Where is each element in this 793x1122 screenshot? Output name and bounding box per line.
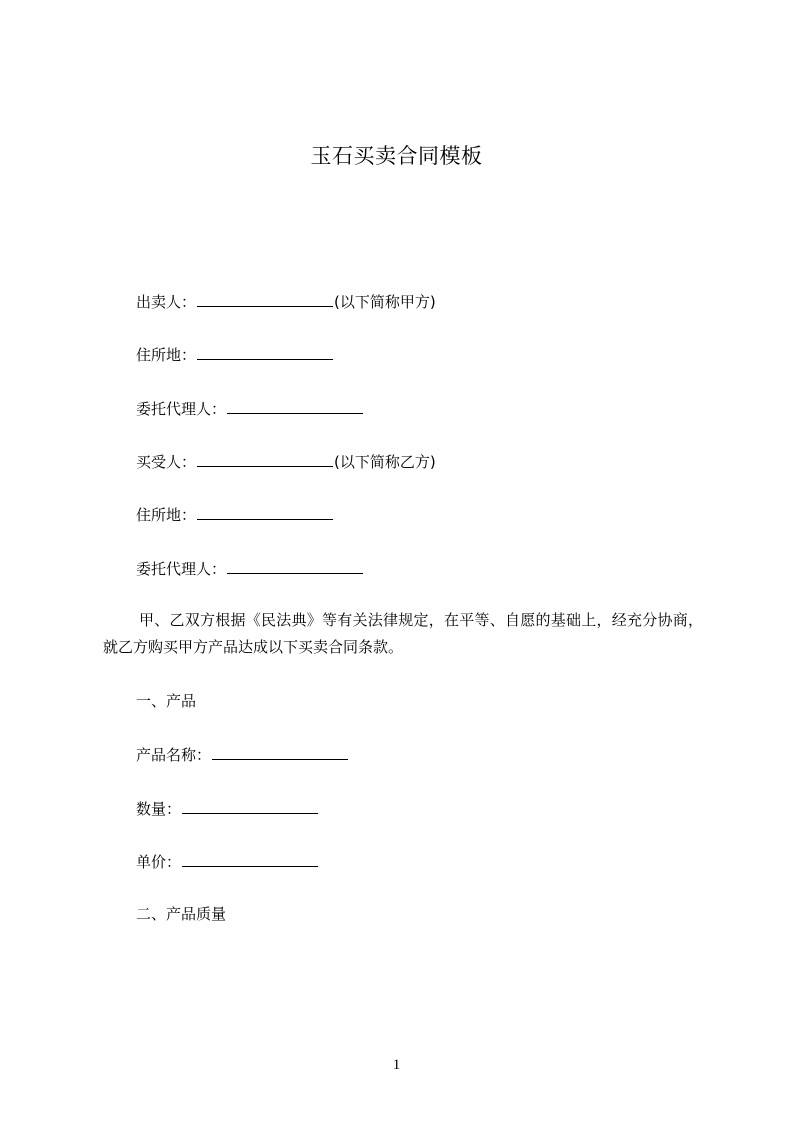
quantity-blank — [182, 798, 318, 814]
quantity-label: 数量： — [136, 800, 182, 818]
product-name-label: 产品名称： — [136, 746, 212, 764]
seller-agent-label: 委托代理人： — [136, 400, 227, 418]
unit-price-line — [136, 851, 319, 872]
seller-line — [136, 291, 436, 312]
seller-address-label: 住所地： — [136, 346, 197, 364]
quantity-line — [136, 798, 319, 819]
seller-agent-blank — [227, 398, 363, 414]
page-number: 1 — [392, 1057, 401, 1073]
buyer-agent-line — [136, 558, 364, 579]
seller-address-line — [136, 344, 334, 365]
seller-address-blank — [197, 344, 333, 360]
seller-label: 出卖人： — [136, 293, 197, 311]
section2-heading: 二、产品质量 — [136, 905, 227, 923]
buyer-suffix: (以下简称乙方) — [334, 453, 436, 471]
buyer-address-label: 住所地： — [136, 506, 197, 524]
intro-paragraph: 甲、乙双方根据《民法典》等有关法律规定，在平等、自愿的基础上，经充分协商，就乙方购买甲方产品达成以下买卖合同条款。 — [103, 611, 703, 656]
unit-price-blank — [182, 851, 318, 867]
product-name-blank — [212, 744, 348, 760]
buyer-address-line — [136, 504, 334, 525]
buyer-blank — [197, 451, 333, 467]
product-name-line — [136, 744, 349, 765]
buyer-label: 买受人： — [136, 453, 197, 471]
seller-blank — [197, 291, 333, 307]
buyer-address-blank — [197, 504, 333, 520]
buyer-line — [136, 451, 436, 472]
seller-suffix: (以下简称甲方) — [334, 293, 436, 311]
document-title: 玉石买卖合同模板 — [310, 144, 483, 168]
buyer-agent-blank — [227, 558, 363, 574]
unit-price-label: 单价： — [136, 853, 182, 871]
buyer-agent-label: 委托代理人： — [136, 560, 227, 578]
seller-agent-line — [136, 398, 364, 419]
section1-heading: 一、产品 — [136, 692, 197, 710]
